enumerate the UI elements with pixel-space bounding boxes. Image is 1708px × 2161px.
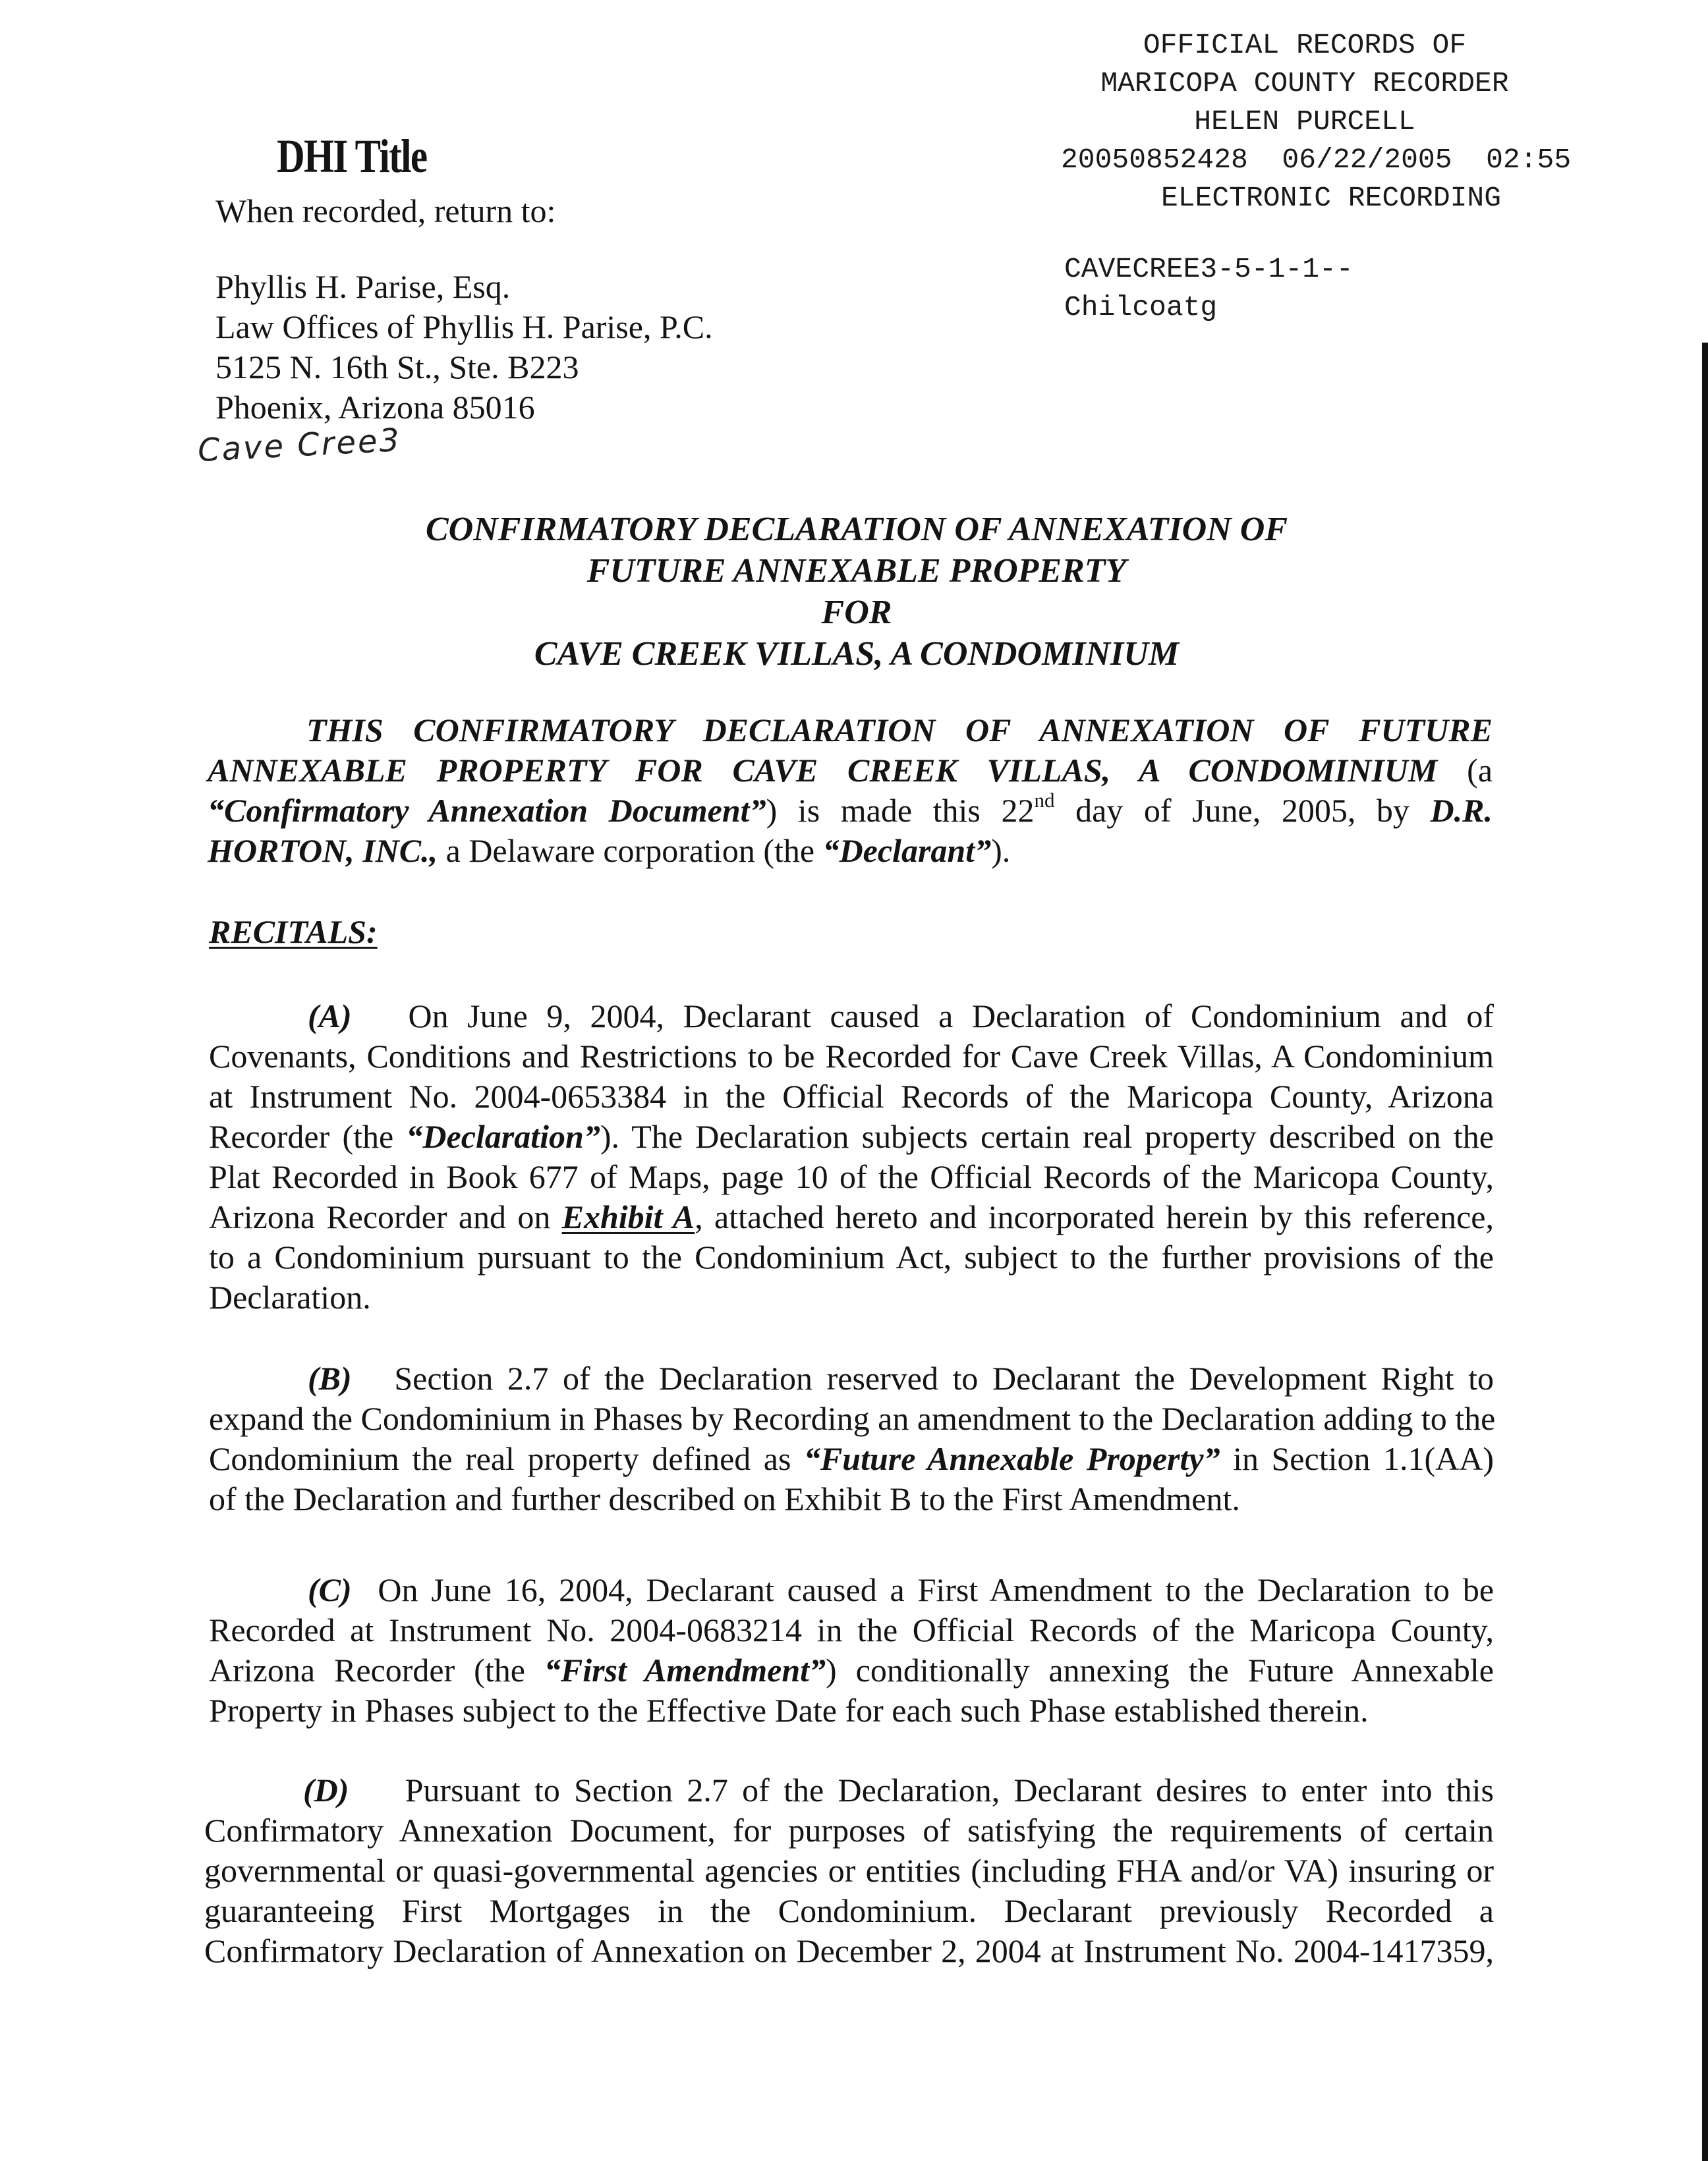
- recording-date: 06/22/2005: [1282, 144, 1452, 176]
- intro-title-1: THIS CONFIRMATORY DECLARATION OF ANNEXATION OF FUTURE: [306, 712, 1493, 748]
- scan-edge-bar: [1702, 343, 1708, 2161]
- intro-paragraph: THIS CONFIRMATORY DECLARATION OF ANNEXATION OF FUTURE ANNEXABLE PROPERTY FOR CAVE CREEK VILLAS, A CONDOMINIUM (a “Confirmatory Annexation Document”) is made this 22nd day of June, 2005, by D.R. HORTON, INC., a Delaware corporation (the “Declarant”).: [208, 712, 1493, 869]
- return-address: [215, 267, 713, 428]
- handwritten-note: Cave Cree3: [196, 421, 403, 470]
- recital-d: (D) Pursuant to Section 2.7 of the Declaration, Declarant desires to enter into this Confirmatory Annexation Document, for purposes of satisfying the requirements of certain governmental or quasi-governmental agencies or entities (including FHA and/or VA) insuring or guaranteeing First Mortgages in the Condominium. Declarant previously Recorded a Confirmatory Declaration of Annexation on December 2, 2004 at Instrument No. 2004-1417359,: [204, 1772, 1494, 1969]
- title-line-2: FUTURE ANNEXABLE PROPERTY: [586, 552, 1127, 590]
- recitals-heading: RECITALS:: [209, 913, 378, 950]
- address-street: 5125 N. 16th St., Ste. B223: [215, 349, 579, 385]
- address-firm: Law Offices of Phyllis H. Parise, P.C.: [215, 308, 713, 345]
- party-name-part2: HORTON, INC.,: [208, 832, 438, 869]
- recital-a: (A) On June 9, 2004, Declarant caused a Declaration of Condominium and of Covenants, Conditions and Restrictions to be Recorded for Cave Creek Villas, A Condominium at Instrument No. 2004-0653384 in the Official Records of the Maricopa County, Arizona Recorder (the “Declaration”). The Declaration subjects certain real property described on the Plat Recorded in Book 677 of Maps, page 10 of the Official Records of the Maricopa County, Arizona Recorder and on Exhibit A, attached hereto and incorporated herein by this reference, to a Condominium pursuant to the Condominium Act, subject to the further provisions of the Declaration.: [209, 997, 1494, 1316]
- defined-term-declaration: “Declaration”: [406, 1118, 600, 1155]
- recital-label-b: (B): [308, 1360, 352, 1397]
- address-name: Phyllis H. Parise, Esq.: [215, 268, 511, 305]
- recital-b: (B) Section 2.7 of the Declaration reserved to Declarant the Development Right to expand the Condominium in Phases by Recording an amendment to the Declaration adding to the Condominium the real property defined as “Future Annexable Property” in Section 1.1(AA) of the Declaration and further described on Exhibit B to the First Amendment.: [209, 1360, 1496, 1517]
- recording-time: 02:55: [1486, 144, 1572, 176]
- defined-term-first-amendment: “First Amendment”: [544, 1652, 826, 1689]
- stamp-line-electronic: ELECTRONIC RECORDING: [1160, 182, 1502, 214]
- address-city: Phoenix, Arizona 85016: [215, 389, 535, 426]
- defined-term-future-annexable: “Future Annexable Property”: [803, 1440, 1220, 1477]
- stamp-line-county: MARICOPA COUNTY RECORDER: [1100, 67, 1509, 99]
- recording-stamp: [1061, 26, 1654, 217]
- defined-term-declarant: “Declarant”: [822, 832, 992, 869]
- recording-codes: [1064, 250, 1353, 327]
- recital-label-a: (A): [308, 997, 352, 1034]
- recital-label-d: (D): [303, 1772, 349, 1809]
- title-line-1: CONFIRMATORY DECLARATION OF ANNEXATION OF: [425, 511, 1288, 548]
- exhibit-a-reference: Exhibit A: [561, 1198, 695, 1235]
- document-title: [198, 509, 1516, 675]
- intro-title-2: ANNEXABLE PROPERTY FOR CAVE CREEK VILLAS, A CONDOMINIUM: [208, 752, 1438, 789]
- title-line-3: FOR: [821, 594, 892, 631]
- defined-term-confirmatory: “Confirmatory Annexation Document”: [208, 792, 766, 829]
- stamp-line-recorder: HELEN PURCELL: [1194, 105, 1415, 138]
- instrument-number: 20050852428: [1061, 144, 1248, 176]
- dhi-title-logo: DHI Title: [277, 130, 427, 182]
- recital-label-c: (C): [308, 1571, 352, 1608]
- stamp-instrument-line: [1061, 141, 1654, 179]
- stamp-line-official: OFFICIAL RECORDS OF: [1143, 29, 1467, 61]
- return-label: When recorded, return to:: [215, 192, 556, 229]
- title-line-4: CAVE CREEK VILLAS, A CONDOMINIUM: [534, 635, 1180, 673]
- recital-c: (C) On June 16, 2004, Declarant caused a First Amendment to the Declaration to be Recorded at Instrument No. 2004-0683214 in the Official Records of the Maricopa County, Arizona Recorder (the “First Amendment”) conditionally annexing the Future Annexable Property in Phases subject to the Effective Date for each such Phase established therein.: [209, 1571, 1494, 1729]
- recording-clerk: Chilcoatg: [1064, 291, 1218, 323]
- party-name-part1: D.R.: [1430, 792, 1493, 829]
- recording-code: CAVECREE3-5-1-1--: [1064, 253, 1353, 285]
